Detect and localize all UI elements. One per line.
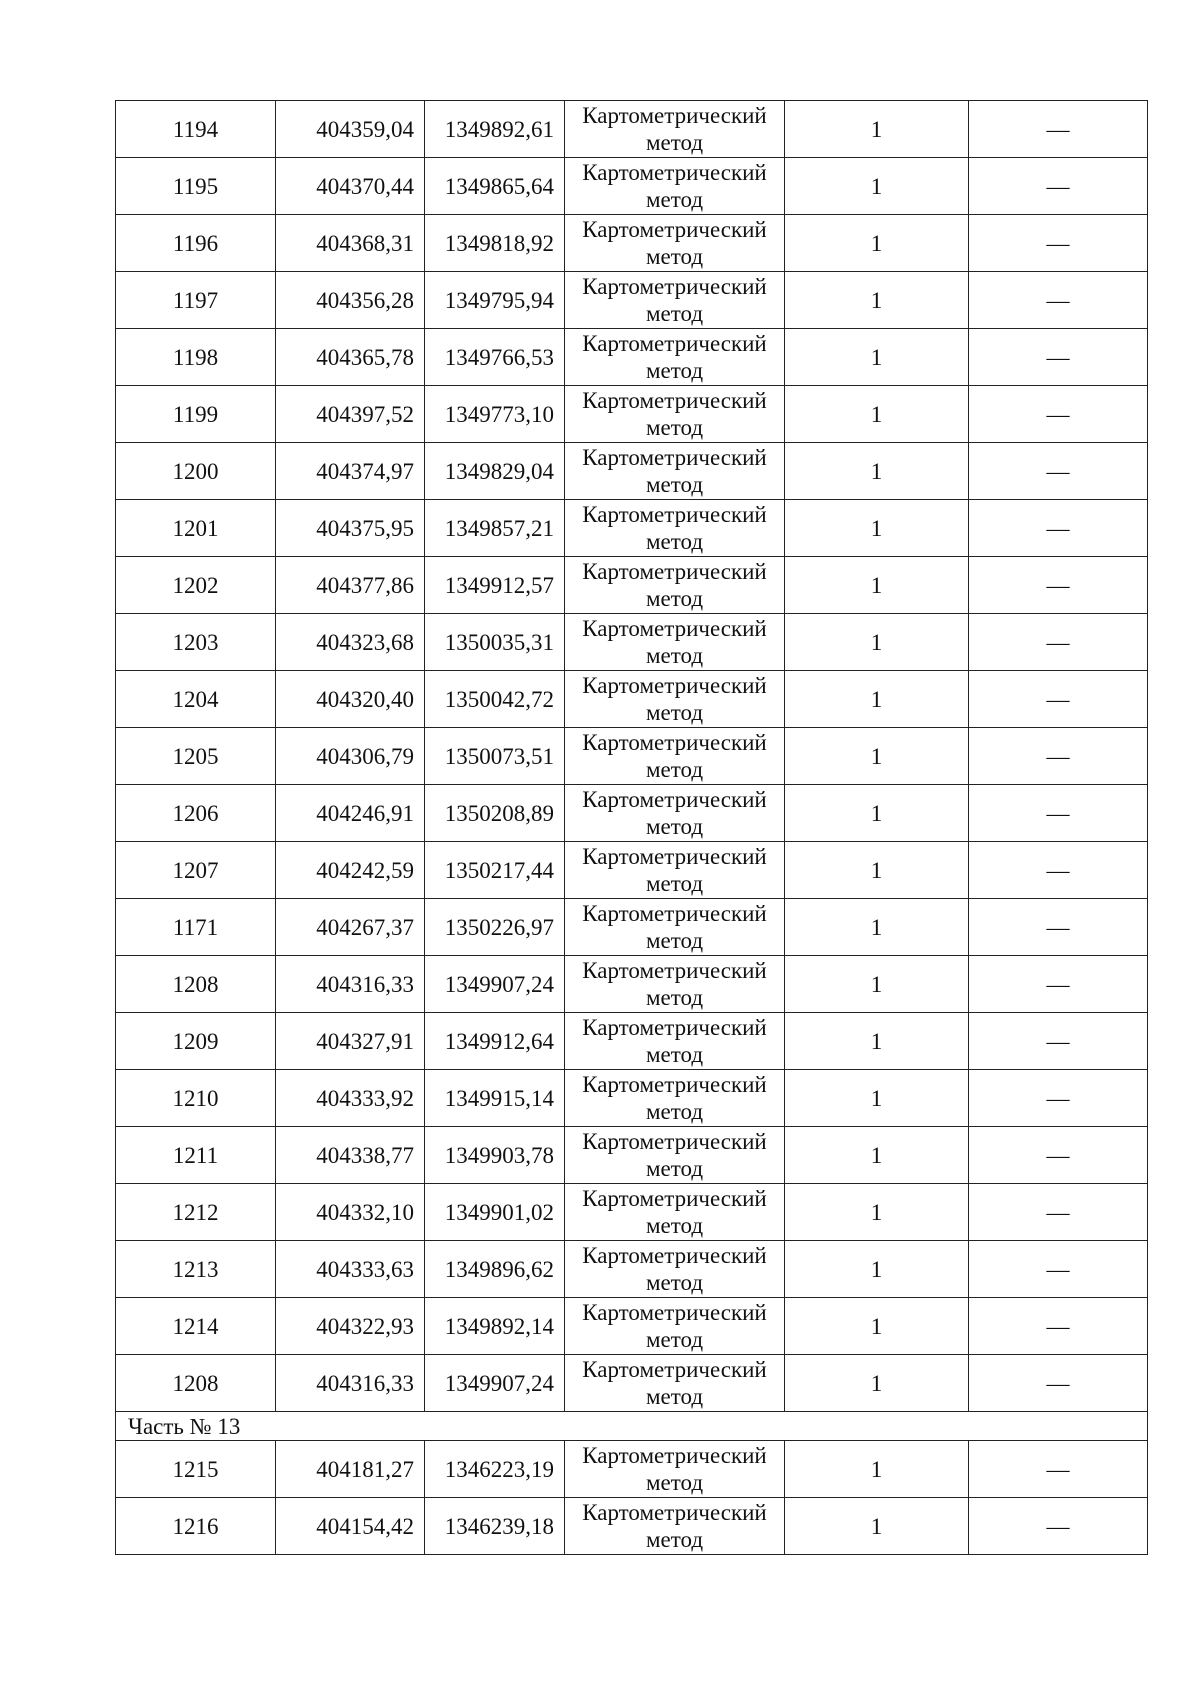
description-cell: — [969, 1013, 1148, 1070]
description-cell: — [969, 899, 1148, 956]
method-line-1: Картометрический [582, 844, 767, 869]
x-coordinate-cell: 404359,04 [276, 101, 425, 158]
y-coordinate-cell: 1350226,97 [425, 899, 565, 956]
description-cell: — [969, 557, 1148, 614]
description-cell: — [969, 1498, 1148, 1555]
method-cell [565, 842, 785, 899]
method-cell [565, 500, 785, 557]
coordinates-table [115, 100, 1148, 1555]
method-line-2: метод [645, 1327, 704, 1352]
y-coordinate-cell: 1349896,62 [425, 1241, 565, 1298]
accuracy-cell: 1 [785, 1127, 969, 1184]
point-number-cell: 1205 [116, 728, 276, 785]
x-coordinate-cell: 404365,78 [276, 329, 425, 386]
y-coordinate-cell: 1349903,78 [425, 1127, 565, 1184]
method-line-1: Картометрический [582, 1243, 767, 1268]
method-line-2: метод [645, 358, 704, 383]
table-row [116, 158, 1148, 215]
y-coordinate-cell: 1349912,64 [425, 1013, 565, 1070]
method-line-1: Картометрический [582, 274, 767, 299]
description-cell: — [969, 956, 1148, 1013]
accuracy-cell: 1 [785, 671, 969, 728]
method-line-2: метод [645, 1470, 704, 1495]
method-line-2: метод [645, 928, 704, 953]
method-line-1: Картометрический [582, 1300, 767, 1325]
method-line-1: Картометрический [582, 1357, 767, 1382]
method-line-1: Картометрический [582, 616, 767, 641]
accuracy-cell: 1 [785, 329, 969, 386]
method-line-1: Картометрический [582, 901, 767, 926]
method-line-2: метод [645, 757, 704, 782]
y-coordinate-cell: 1350073,51 [425, 728, 565, 785]
x-coordinate-cell: 404306,79 [276, 728, 425, 785]
description-cell: — [969, 215, 1148, 272]
method-line-1: Картометрический [582, 331, 767, 356]
method-cell [565, 443, 785, 500]
accuracy-cell: 1 [785, 956, 969, 1013]
x-coordinate-cell: 404370,44 [276, 158, 425, 215]
x-coordinate-cell: 404397,52 [276, 386, 425, 443]
coordinates-table-body [116, 101, 1148, 1555]
y-coordinate-cell: 1349795,94 [425, 272, 565, 329]
point-number-cell: 1171 [116, 899, 276, 956]
accuracy-cell: 1 [785, 1498, 969, 1555]
accuracy-cell: 1 [785, 842, 969, 899]
x-coordinate-cell: 404316,33 [276, 1355, 425, 1412]
y-coordinate-cell: 1346239,18 [425, 1498, 565, 1555]
method-line-2: метод [645, 415, 704, 440]
method-cell [565, 1070, 785, 1127]
method-line-1: Картометрический [582, 502, 767, 527]
method-line-2: метод [645, 871, 704, 896]
accuracy-cell: 1 [785, 1184, 969, 1241]
table-row [116, 1070, 1148, 1127]
table-row [116, 614, 1148, 671]
table-row [116, 215, 1148, 272]
y-coordinate-cell: 1349901,02 [425, 1184, 565, 1241]
point-number-cell: 1196 [116, 215, 276, 272]
method-line-1: Картометрический [582, 1015, 767, 1040]
accuracy-cell: 1 [785, 158, 969, 215]
point-number-cell: 1211 [116, 1127, 276, 1184]
method-line-2: метод [645, 814, 704, 839]
point-number-cell: 1214 [116, 1298, 276, 1355]
method-line-2: метод [645, 1156, 704, 1181]
method-cell [565, 1441, 785, 1498]
accuracy-cell: 1 [785, 215, 969, 272]
method-line-2: метод [645, 529, 704, 554]
part-header-row [116, 1412, 1148, 1441]
description-cell: — [969, 158, 1148, 215]
table-row [116, 1355, 1148, 1412]
method-cell [565, 785, 785, 842]
description-cell: — [969, 272, 1148, 329]
table-row [116, 386, 1148, 443]
x-coordinate-cell: 404338,77 [276, 1127, 425, 1184]
table-row [116, 557, 1148, 614]
y-coordinate-cell: 1349907,24 [425, 1355, 565, 1412]
method-cell [565, 1241, 785, 1298]
method-line-2: метод [645, 1099, 704, 1124]
method-cell [565, 101, 785, 158]
method-line-1: Картометрический [582, 730, 767, 755]
description-cell: — [969, 443, 1148, 500]
point-number-cell: 1197 [116, 272, 276, 329]
description-cell: — [969, 1355, 1148, 1412]
method-line-1: Картометрический [582, 217, 767, 242]
table-row [116, 500, 1148, 557]
accuracy-cell: 1 [785, 1013, 969, 1070]
point-number-cell: 1206 [116, 785, 276, 842]
y-coordinate-cell: 1346223,19 [425, 1441, 565, 1498]
x-coordinate-cell: 404374,97 [276, 443, 425, 500]
method-cell [565, 386, 785, 443]
table-row [116, 671, 1148, 728]
x-coordinate-cell: 404377,86 [276, 557, 425, 614]
method-line-1: Картометрический [582, 388, 767, 413]
method-line-2: метод [645, 130, 704, 155]
accuracy-cell: 1 [785, 101, 969, 158]
y-coordinate-cell: 1349829,04 [425, 443, 565, 500]
x-coordinate-cell: 404327,91 [276, 1013, 425, 1070]
x-coordinate-cell: 404333,63 [276, 1241, 425, 1298]
method-line-1: Картометрический [582, 1129, 767, 1154]
point-number-cell: 1194 [116, 101, 276, 158]
description-cell: — [969, 614, 1148, 671]
x-coordinate-cell: 404246,91 [276, 785, 425, 842]
y-coordinate-cell: 1350042,72 [425, 671, 565, 728]
description-cell: — [969, 500, 1148, 557]
table-row [116, 1013, 1148, 1070]
method-cell [565, 728, 785, 785]
method-line-1: Картометрический [582, 1500, 767, 1525]
table-row [116, 443, 1148, 500]
accuracy-cell: 1 [785, 557, 969, 614]
point-number-cell: 1210 [116, 1070, 276, 1127]
y-coordinate-cell: 1349766,53 [425, 329, 565, 386]
table-row [116, 272, 1148, 329]
method-line-1: Картометрический [582, 559, 767, 584]
description-cell: — [969, 1441, 1148, 1498]
method-cell [565, 1127, 785, 1184]
method-line-2: метод [645, 700, 704, 725]
method-line-1: Картометрический [582, 958, 767, 983]
table-row [116, 785, 1148, 842]
point-number-cell: 1199 [116, 386, 276, 443]
y-coordinate-cell: 1350035,31 [425, 614, 565, 671]
accuracy-cell: 1 [785, 500, 969, 557]
x-coordinate-cell: 404181,27 [276, 1441, 425, 1498]
point-number-cell: 1208 [116, 956, 276, 1013]
method-line-1: Картометрический [582, 787, 767, 812]
point-number-cell: 1203 [116, 614, 276, 671]
method-line-2: метод [645, 301, 704, 326]
point-number-cell: 1204 [116, 671, 276, 728]
y-coordinate-cell: 1349892,14 [425, 1298, 565, 1355]
x-coordinate-cell: 404242,59 [276, 842, 425, 899]
method-cell [565, 329, 785, 386]
method-cell [565, 557, 785, 614]
y-coordinate-cell: 1349915,14 [425, 1070, 565, 1127]
y-coordinate-cell: 1350217,44 [425, 842, 565, 899]
table-row [116, 1298, 1148, 1355]
y-coordinate-cell: 1350208,89 [425, 785, 565, 842]
description-cell: — [969, 728, 1148, 785]
accuracy-cell: 1 [785, 443, 969, 500]
method-cell [565, 614, 785, 671]
table-row [116, 1127, 1148, 1184]
table-row [116, 1441, 1148, 1498]
point-number-cell: 1212 [116, 1184, 276, 1241]
method-cell [565, 899, 785, 956]
description-cell: — [969, 1184, 1148, 1241]
method-line-2: метод [645, 472, 704, 497]
description-cell: — [969, 386, 1148, 443]
accuracy-cell: 1 [785, 728, 969, 785]
method-cell [565, 956, 785, 1013]
accuracy-cell: 1 [785, 1241, 969, 1298]
description-cell: — [969, 1241, 1148, 1298]
method-line-2: метод [645, 1213, 704, 1238]
method-line-1: Картометрический [582, 1443, 767, 1468]
method-cell [565, 158, 785, 215]
method-cell [565, 1498, 785, 1555]
point-number-cell: 1213 [116, 1241, 276, 1298]
accuracy-cell: 1 [785, 1070, 969, 1127]
point-number-cell: 1209 [116, 1013, 276, 1070]
method-line-1: Картометрический [582, 103, 767, 128]
accuracy-cell: 1 [785, 272, 969, 329]
x-coordinate-cell: 404375,95 [276, 500, 425, 557]
y-coordinate-cell: 1349865,64 [425, 158, 565, 215]
method-line-2: метод [645, 985, 704, 1010]
table-row [116, 1498, 1148, 1555]
method-line-2: метод [645, 244, 704, 269]
method-cell [565, 671, 785, 728]
description-cell: — [969, 1070, 1148, 1127]
table-row [116, 956, 1148, 1013]
x-coordinate-cell: 404368,31 [276, 215, 425, 272]
point-number-cell: 1207 [116, 842, 276, 899]
accuracy-cell: 1 [785, 1441, 969, 1498]
x-coordinate-cell: 404333,92 [276, 1070, 425, 1127]
y-coordinate-cell: 1349857,21 [425, 500, 565, 557]
description-cell: — [969, 1127, 1148, 1184]
method-line-1: Картометрический [582, 445, 767, 470]
point-number-cell: 1201 [116, 500, 276, 557]
accuracy-cell: 1 [785, 899, 969, 956]
y-coordinate-cell: 1349818,92 [425, 215, 565, 272]
y-coordinate-cell: 1349912,57 [425, 557, 565, 614]
x-coordinate-cell: 404316,33 [276, 956, 425, 1013]
table-row [116, 329, 1148, 386]
point-number-cell: 1215 [116, 1441, 276, 1498]
y-coordinate-cell: 1349907,24 [425, 956, 565, 1013]
method-line-2: метод [645, 1270, 704, 1295]
method-line-2: метод [645, 1042, 704, 1067]
description-cell: — [969, 101, 1148, 158]
x-coordinate-cell: 404320,40 [276, 671, 425, 728]
accuracy-cell: 1 [785, 1355, 969, 1412]
accuracy-cell: 1 [785, 614, 969, 671]
x-coordinate-cell: 404154,42 [276, 1498, 425, 1555]
description-cell: — [969, 329, 1148, 386]
method-line-2: метод [645, 586, 704, 611]
table-row [116, 1241, 1148, 1298]
y-coordinate-cell: 1349773,10 [425, 386, 565, 443]
method-line-2: метод [645, 643, 704, 668]
table-row [116, 728, 1148, 785]
method-line-1: Картометрический [582, 1072, 767, 1097]
method-line-1: Картометрический [582, 673, 767, 698]
method-cell [565, 272, 785, 329]
method-line-1: Картометрический [582, 1186, 767, 1211]
table-row [116, 1184, 1148, 1241]
x-coordinate-cell: 404323,68 [276, 614, 425, 671]
y-coordinate-cell: 1349892,61 [425, 101, 565, 158]
x-coordinate-cell: 404332,10 [276, 1184, 425, 1241]
description-cell: — [969, 842, 1148, 899]
method-line-2: метод [645, 1384, 704, 1409]
method-cell [565, 1298, 785, 1355]
description-cell: — [969, 785, 1148, 842]
table-row [116, 899, 1148, 956]
point-number-cell: 1208 [116, 1355, 276, 1412]
method-line-1: Картометрический [582, 160, 767, 185]
part-label: Часть № 13 [116, 1412, 1148, 1441]
x-coordinate-cell: 404356,28 [276, 272, 425, 329]
x-coordinate-cell: 404267,37 [276, 899, 425, 956]
description-cell: — [969, 671, 1148, 728]
description-cell: — [969, 1298, 1148, 1355]
accuracy-cell: 1 [785, 386, 969, 443]
method-cell [565, 1184, 785, 1241]
point-number-cell: 1195 [116, 158, 276, 215]
method-cell [565, 215, 785, 272]
method-line-2: метод [645, 187, 704, 212]
point-number-cell: 1216 [116, 1498, 276, 1555]
x-coordinate-cell: 404322,93 [276, 1298, 425, 1355]
method-line-2: метод [645, 1527, 704, 1552]
table-row [116, 101, 1148, 158]
point-number-cell: 1202 [116, 557, 276, 614]
point-number-cell: 1198 [116, 329, 276, 386]
point-number-cell: 1200 [116, 443, 276, 500]
accuracy-cell: 1 [785, 785, 969, 842]
method-cell [565, 1013, 785, 1070]
method-cell [565, 1355, 785, 1412]
accuracy-cell: 1 [785, 1298, 969, 1355]
table-row [116, 842, 1148, 899]
